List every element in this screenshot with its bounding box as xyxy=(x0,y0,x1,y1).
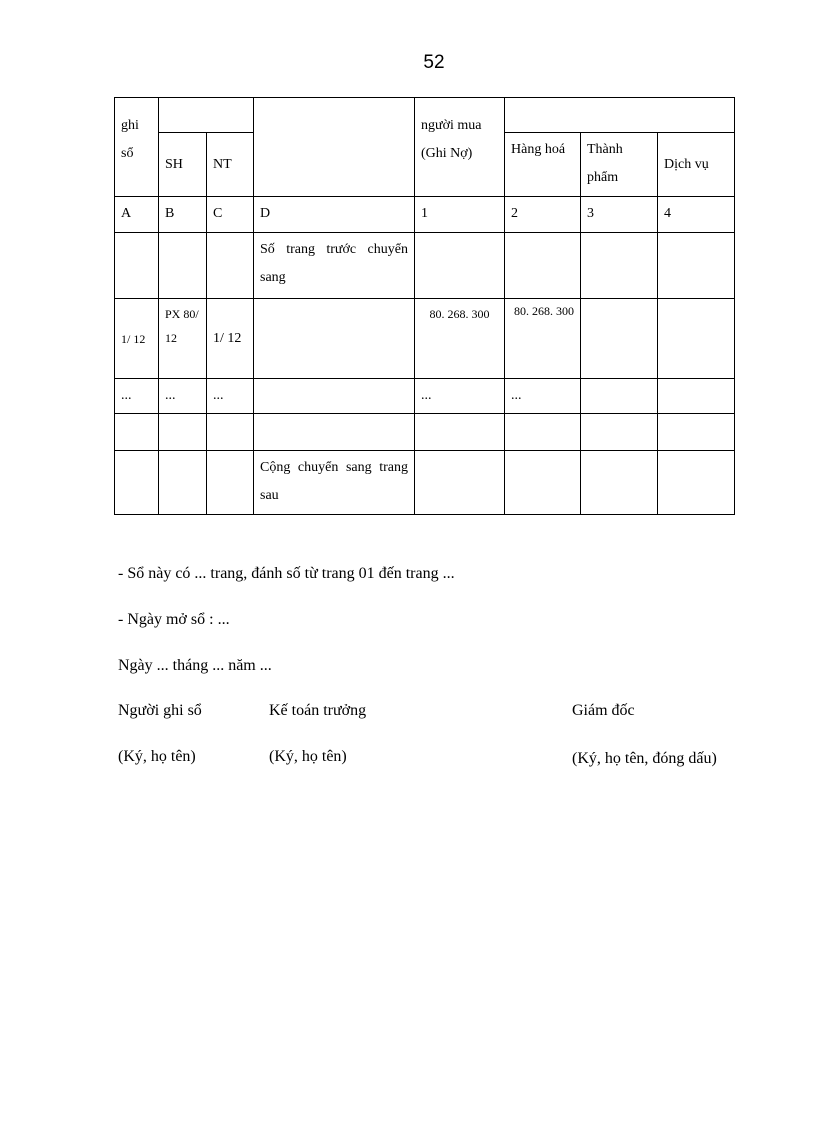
row1-date: 1/ 12 xyxy=(115,298,159,378)
header-doanh-thu xyxy=(505,98,735,133)
carry-out-label: Cộng chuyển sang trang sau xyxy=(254,450,415,514)
header-nguoi-mua-label: người mua xyxy=(421,118,482,133)
code-c: C xyxy=(207,197,254,232)
code-4: 4 xyxy=(658,197,735,232)
ellipsis-date: ... xyxy=(115,379,159,414)
header-hang-hoa: Hàng hoá xyxy=(505,133,581,197)
ellipsis-sh: ... xyxy=(159,379,207,414)
header-nt: NT xyxy=(207,133,254,197)
row1-sh: PX 80/ 12 xyxy=(159,298,207,378)
header-thanh-pham: Thành phẩm xyxy=(581,133,658,197)
code-3: 3 xyxy=(581,197,658,232)
code-d: D xyxy=(254,197,415,232)
page-number: 52 xyxy=(423,52,445,73)
director-sign: (Ký, họ tên, đóng dấu) xyxy=(572,750,717,767)
accountant-sign: (Ký, họ tên) xyxy=(269,748,347,765)
header-dich-vu: Dịch vụ xyxy=(658,133,735,197)
recorder-sign: (Ký, họ tên) xyxy=(118,748,196,765)
row1-goods: 80. 268. 300 xyxy=(505,298,581,378)
accountant-title: Kế toán trưởng xyxy=(269,702,367,719)
code-b: B xyxy=(159,197,207,232)
director-title: Giám đốc xyxy=(572,702,635,719)
code-2: 2 xyxy=(505,197,581,232)
code-1: 1 xyxy=(415,197,505,232)
row1-debit: 80. 268. 300 xyxy=(415,298,505,378)
carry-in-label: Số trang trước chuyển sang xyxy=(254,232,415,298)
header-chung-tu xyxy=(159,98,254,133)
header-sh: SH xyxy=(159,133,207,197)
ellipsis-goods: ... xyxy=(505,379,581,414)
note-open-date: - Ngày mở sổ : ... xyxy=(118,611,230,628)
code-a: A xyxy=(115,197,159,232)
row1-nt: 1/ 12 xyxy=(207,298,254,378)
header-ghi-so: ghi sổ xyxy=(115,98,159,197)
ellipsis-debit: ... xyxy=(415,379,505,414)
header-ghi-no-label: (Ghi Nợ) xyxy=(421,146,473,161)
ledger-table xyxy=(114,97,735,515)
note-page-count: - Sổ này có ... trang, đánh số từ trang 01 đến trang ... xyxy=(118,565,455,582)
recorder-title: Người ghi sổ xyxy=(118,702,202,719)
header-dien-giai xyxy=(254,98,415,197)
ellipsis-nt: ... xyxy=(207,379,254,414)
header-nguoi-mua xyxy=(415,98,505,197)
note-date-line: Ngày ... tháng ... năm ... xyxy=(118,657,272,674)
